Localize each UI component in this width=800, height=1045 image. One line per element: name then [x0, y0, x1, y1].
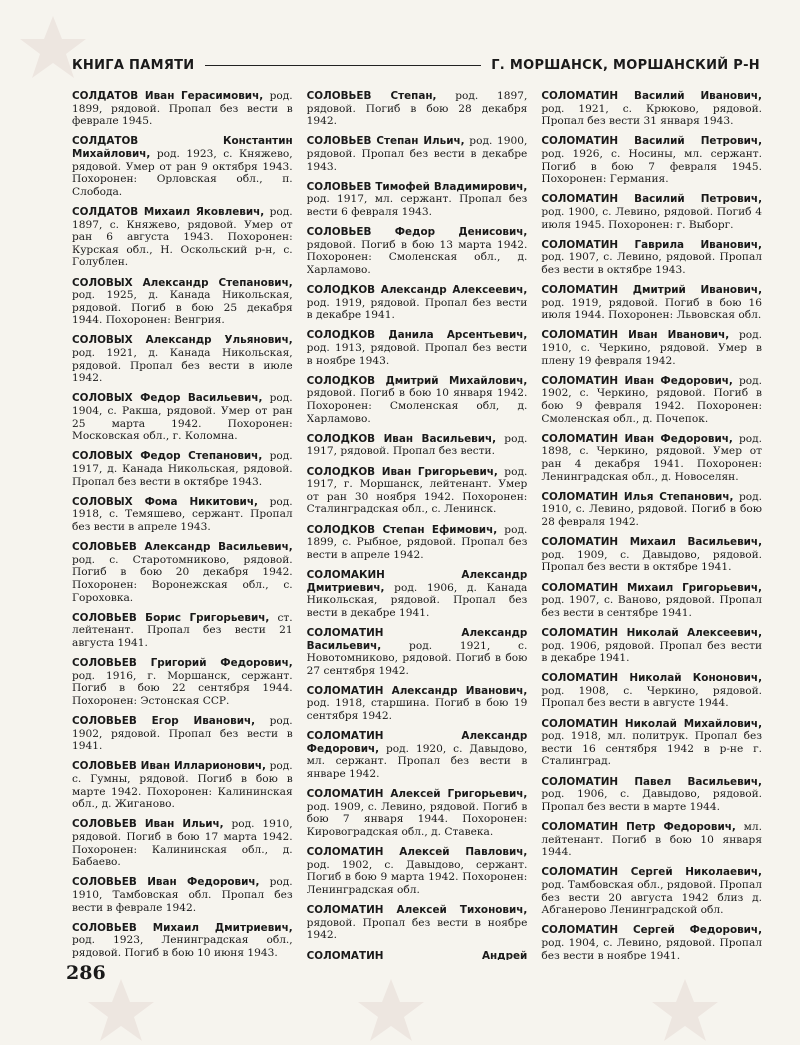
entry-details: род. 1918, старшина. Погиб в бою 19 сентября 1942. [306, 697, 528, 723]
entry-details: род. 1899, рядовой. Пропал без вести в феврале 1945. [72, 90, 293, 128]
entry-details: род. 1926, с. Носины, мл. сержант. Погиб в бою 7 февраля 1945. Похоронен: Германия. [541, 147, 763, 186]
entry-name: СОЛОВЬЕВ Тимофей Владимирович, [306, 180, 528, 193]
entry-details: род. 1898, с. Черкино, рядовой. Умер от ран 4 декабря 1941. Похоронен: Ленинградская обл., д. Новоселян. [541, 432, 763, 483]
memorial-entry [307, 730, 528, 780]
entry-details: род. 1919, рядовой. Пропал без вести в декабре 1941. [306, 296, 528, 322]
entry-name: СОЛОВЬЕВ Михаил Дмитриевич, [72, 921, 293, 934]
entry-name: СОЛОВЫХ Фома Никитович, [72, 495, 258, 508]
entry-name: СОЛОВЫХ Александр Степанович, [72, 276, 293, 289]
entry-details: род. 1902, рядовой. Пропал без вести в 1941. [72, 715, 293, 753]
memorial-entry [541, 536, 762, 574]
entry-name: СОЛОДКОВ Дмитрий Михайлович, [306, 374, 528, 387]
memorial-entry [307, 226, 528, 276]
entry-name: СОЛОДКОВ Данила Арсентьевич, [306, 329, 528, 342]
memorial-entry [541, 193, 762, 231]
entry-details: род. 1900, рядовой. Пропал без вести в декабре 1943. [306, 135, 528, 173]
entry-name: СОЛОВЫХ Александр Ульянович, [72, 334, 293, 347]
entry-name: СОЛОМАТИН Михаил Васильевич, [541, 536, 763, 549]
memorial-entry [72, 334, 293, 384]
entry-name: СОЛОМАТИН Николай Алексеевич, [541, 626, 763, 639]
page-number: 286 [66, 962, 106, 984]
entry-details: род. 1917, мл. сержант. Пропал без вести 6 февраля 1943. [306, 193, 528, 218]
entry-details: род. 1917, д. Канада Никольская, рядовой. Пропал без вести в октябре 1943. [72, 450, 293, 488]
memorial-entry [72, 612, 293, 650]
entry-name: СОЛОВЫХ Федор Степанович, [72, 450, 263, 463]
header-rule [205, 65, 482, 66]
entry-name: СОЛОМАТИН Алексей Павлович, [306, 846, 528, 859]
entry-details: род. 1904, с. Ракша, рядовой. Умер от ран 25 марта 1942. Похоронен: Московская обл., г. Коломна. [72, 392, 293, 443]
page-header [72, 54, 760, 76]
entry-name: СОЛОМАТИН Николай Михайлович, [541, 717, 763, 730]
memorial-entry [72, 392, 293, 442]
entry-name: СОЛОМАТИН Павел Васильевич, [541, 775, 763, 788]
entry-name: СОЛОВЫХ Федор Васильевич, [72, 392, 263, 405]
memorial-entry [307, 284, 528, 322]
memorial-entry [541, 284, 762, 322]
entry-name: СОЛОМАТИН Дмитрий Иванович, [541, 284, 763, 297]
memorial-entry [307, 685, 528, 723]
entry-details: род. 1897, с. Княжево, рядовой. Умер от ран 6 августа 1943. Похоронен: Курская обл., Н. Оскольский р-н, с. Голублен. [72, 205, 293, 269]
entry-details: род. 1917, г. Моршанск, лейтенант. Умер от ран 30 ноября 1942. Похоронен: Сталинградская обл., с. Ленинск. [306, 465, 528, 516]
entry-name: СОЛОВЬЕВ Федор Денисович, [306, 226, 528, 239]
memorial-entry [307, 904, 528, 942]
entry-details: род. 1902, с. Давыдово, сержант. Погиб в бою 9 марта 1942. Похоронен: Ленинградская обл. [306, 858, 528, 896]
entry-name: СОЛОМАТИН Александр Иванович, [306, 684, 528, 697]
memorial-entry [307, 466, 528, 516]
column-left [72, 90, 293, 960]
entry-name: СОЛОМАТИН Михаил Григорьевич, [541, 581, 763, 594]
memorial-entry [307, 135, 528, 173]
column-right [541, 90, 762, 960]
memorial-entry [307, 375, 528, 425]
entry-details: род. 1907, с. Ваново, рядовой. Пропал без вести в сентябре 1941. [541, 594, 763, 619]
entry-name: СОЛОДКОВ Александр Алексеевич, [306, 284, 528, 297]
entry-name: СОЛДАТОВ Михаил Яковлевич, [72, 205, 265, 218]
entry-details: рядовой. Погиб в бою 10 января 1942. Похоронен: Смоленская обл, д. Харламово. [306, 387, 528, 425]
memorial-entry [307, 627, 528, 677]
entry-details: род. 1899, с. Рыбное, рядовой. Пропал без вести в апреле 1942. [306, 523, 528, 561]
entry-details: род. 1921, с. Крюково, рядовой. Пропал без вести 31 января 1943. [541, 102, 763, 128]
memorial-entry [72, 657, 293, 707]
memorial-entry [541, 718, 762, 768]
entry-details: род. 1919, рядовой. Погиб в бою 16 июля 1944. Похоронен: Львовская обл. [541, 296, 763, 322]
entry-details: род. 1900, с. Левино, рядовой. Погиб 4 июля 1945. Похоронен: г. Выборг. [541, 205, 763, 231]
memorial-entry [307, 90, 528, 128]
entry-name: СОЛОМАТИН Александр Федорович, [306, 730, 528, 755]
entry-details: род. 1917, рядовой. Пропал без вести. [306, 432, 528, 458]
entry-name: СОЛОМАТИН Иван Федорович, [541, 374, 733, 387]
entries-columns [72, 90, 762, 960]
entry-details: род. 1902, с. Черкино, рядовой. Погиб в бою 9 февраля 1942. Похоронен: Смоленская обл., д. Почепок. [541, 374, 763, 425]
entry-details: род. 1906, рядовой. Пропал без вести в декабре 1941. [541, 639, 763, 665]
entry-name: СОЛОВЬЕВ Степан, [306, 90, 437, 102]
memorial-entry [307, 846, 528, 896]
entry-details: род. 1918, с. Темяшево, сержант. Пропал без вести в апреле 1943. [72, 495, 293, 533]
entry-details: род. 1910, с. Черкино, рядовой. Умер в плену 19 февраля 1942. [541, 329, 763, 367]
entry-details: род. 1910, рядовой. Погиб в бою 17 марта 1942. Похоронен: Калининская обл., д. Бабаево. [72, 818, 293, 869]
entry-name: СОЛОМАТИН Николай Кононович, [541, 672, 763, 685]
entry-name: СОЛОДКОВ Иван Васильевич, [306, 432, 497, 445]
entry-name: СОЛОВЬЕВ Иван Илларионович, [72, 760, 267, 773]
entry-details: род. 1909, с. Давыдово, рядовой. Пропал без вести в октябре 1941. [541, 548, 763, 574]
entry-details: род. 1906, д. Канада Никольская, рядовой. Пропал без вести в декабре 1941. [306, 581, 528, 619]
entry-name: СОЛОВЬЕВ Александр Васильевич, [72, 541, 293, 554]
entry-details: мл. лейтенант. Погиб в бою 10 января 1944. [541, 821, 763, 859]
entry-name: СОЛОВЬЕВ Иван Федорович, [72, 876, 260, 889]
entry-details: рядовой. Погиб в бою 13 марта 1942. Похоронен: Смоленская обл., д. Харламово. [306, 238, 528, 276]
memorial-entry [541, 776, 762, 814]
entry-details: род. 1918, мл. политрук. Пропал без вести 16 сентября 1942 в р-не г. Сталинград. [541, 730, 763, 768]
memorial-entry [541, 90, 762, 128]
memorial-entry [72, 922, 293, 960]
entry-details: род. 1921, с. Новотомниково, рядовой. Погиб в бою 27 сентября 1942. [306, 639, 528, 677]
memorial-entry [72, 541, 293, 604]
entry-details: род. 1897, рядовой. Погиб в бою 28 декабря 1942. [306, 90, 528, 128]
memorial-entry [541, 375, 762, 425]
column-middle [307, 90, 528, 960]
memorial-entry [307, 433, 528, 458]
entry-details: род. Тамбовская обл., рядовой. Пропал без вести 20 августа 1942 близ д. Абганерово Ленинградской обл. [541, 878, 763, 917]
memorial-entry [541, 672, 762, 710]
memorial-entry [72, 277, 293, 327]
entry-name: СОЛДАТОВ Иван Герасимович, [72, 90, 264, 102]
memorial-entry [72, 760, 293, 810]
memorial-entry [541, 582, 762, 620]
entry-name: СОЛОМАТИН Иван Федорович, [541, 432, 733, 445]
entry-name: СОЛОВЬЕВ Егор Иванович, [72, 715, 256, 728]
entry-name: СОЛОВЬЕВ Григорий Федорович, [72, 657, 293, 670]
entry-details: род. 1925, д. Канада Никольская, рядовой. Погиб в бою 25 декабря 1944. Похоронен: Венгрия. [72, 289, 293, 327]
memorial-entry [541, 135, 762, 185]
entry-name: СОЛОМАТИН Алексей Григорьевич, [306, 788, 528, 801]
memorial-entry [72, 876, 293, 914]
book-title: КНИГА ПАМЯТИ [72, 57, 195, 73]
entry-details: рядовой. Пропал без вести в ноябре 1942. [306, 916, 528, 942]
memorial-entry [72, 90, 293, 128]
memorial-entry [307, 788, 528, 838]
entry-details: род. 1906, с. Давыдово, рядовой. Пропал без вести в марте 1944. [541, 788, 763, 813]
memorial-entry [541, 924, 762, 960]
memorial-entry [541, 821, 762, 859]
memorial-entry [307, 950, 528, 960]
memorial-entry [307, 569, 528, 619]
entry-details: род. 1908, с. Черкино, рядовой. Пропал без вести в августе 1944. [541, 684, 763, 710]
memorial-entry [307, 329, 528, 367]
entry-name: СОЛОМАКИН Александр Дмитриевич, [306, 568, 528, 594]
entry-name: СОЛОМАТИН Илья Степанович, [541, 490, 734, 503]
entry-name: СОЛОМАТИН Александр Васильевич, [306, 626, 528, 652]
memorial-entry [541, 866, 762, 916]
entry-name: СОЛОМАТИН Василий Иванович, [541, 90, 763, 102]
entry-name: СОЛОДКОВ Степан Ефимович, [306, 523, 498, 536]
memorial-entry [541, 433, 762, 483]
memorial-entry [307, 181, 528, 219]
entry-details: ст. лейтенант. Пропал без вести 21 августа 1941. [72, 611, 293, 649]
entry-name: СОЛОМАТИН Сергей Николаевич, [541, 866, 763, 879]
memorial-entry [72, 818, 293, 868]
entry-details: род. 1923, Ленинградская обл., рядовой. Погиб в бою 10 июня 1943. [72, 934, 293, 959]
memorial-entry [72, 496, 293, 534]
entry-name: СОЛОВЬЕВ Иван Ильич, [72, 818, 224, 831]
memorial-entry [72, 206, 293, 269]
memorial-entry [541, 627, 762, 665]
entry-name: СОЛОВЬЕВ Борис Григорьевич, [72, 611, 270, 624]
memorial-entry [72, 450, 293, 488]
entry-details: род. 1920, с. Давыдово, мл. сержант. Пропал без вести в январе 1942. [306, 742, 528, 781]
entry-name: СОЛОВЬЕВ Степан Ильич, [306, 135, 465, 148]
memorial-entry [72, 135, 293, 198]
memorial-entry [72, 715, 293, 753]
watermark-star-icon [86, 975, 156, 1045]
watermark-star-icon [356, 975, 426, 1045]
entry-details: род. 1904, с. Левино, рядовой. Пропал без вести в ноябре 1941. [541, 936, 763, 960]
entry-name: СОЛОМАТИН Василий Петрович, [541, 135, 763, 148]
watermark-star-icon [650, 975, 720, 1045]
entry-name: СОЛОДКОВ Иван Григорьевич, [306, 465, 498, 478]
memorial-entry [541, 239, 762, 277]
entry-details: род. 1907, с. Левино, рядовой. Пропал без вести в октябре 1943. [541, 251, 763, 276]
entry-details: род. с. Гумны, рядовой. Погиб в бою в марте 1942. Похоронен: Калининская обл., д. Жиганово. [72, 760, 293, 811]
entry-details: род. 1923, с. Княжево, рядовой. Умер от ран 9 октября 1943. Похоронен: Орловская обл., п. Слобода. [72, 147, 293, 198]
entry-details: род. 1916, г. Моршанск, сержант. Погиб в бою 22 сентября 1944. Похоронен: Эстонская ССР. [72, 669, 293, 707]
entry-details: род. 1910, Тамбовская обл. Пропал без вести в феврале 1942. [72, 876, 293, 914]
entry-details: род. 1910, с. Левино, рядовой. Погиб в бою 28 февраля 1942. [541, 490, 763, 528]
memorial-entry [541, 329, 762, 367]
entry-name: СОЛДАТОВ Константин Михайлович, [72, 135, 293, 160]
entry-details: род. 1921, д. Канада Никольская, рядовой. Пропал без вести в июле 1942. [72, 347, 293, 385]
entry-name: СОЛОМАТИН Иван Иванович, [541, 329, 730, 342]
entry-details: род. с. Старотомниково, рядовой. Погиб в бою 20 декабря 1942. Похоронен: Воронежская обл., с. Гороховка. [72, 553, 293, 604]
entry-name: СОЛОМАТИН Петр Федорович, [541, 821, 736, 833]
entry-details: род. 1913, рядовой. Пропал без вести в ноябре 1943. [306, 342, 528, 367]
entry-name: СОЛОМАТИН Гаврила Иванович, [541, 238, 763, 251]
entry-details: род. 1909, с. Левино, рядовой. Погиб в бою 7 января 1944. Похоронен: Кировоградская обл., д. Ставека. [306, 800, 528, 838]
entry-name: СОЛОМАТИН Андрей [306, 949, 528, 960]
region-title: Г. МОРШАНСК, МОРШАНСКИЙ Р-Н [491, 57, 760, 73]
memorial-entry [307, 524, 528, 562]
entry-name: СОЛОМАТИН Василий Петрович, [541, 193, 763, 206]
entry-name: СОЛОМАТИН Сергей Федорович, [541, 924, 763, 937]
entry-name: СОЛОМАТИН Алексей Тихонович, [306, 904, 528, 917]
memorial-entry [541, 491, 762, 529]
